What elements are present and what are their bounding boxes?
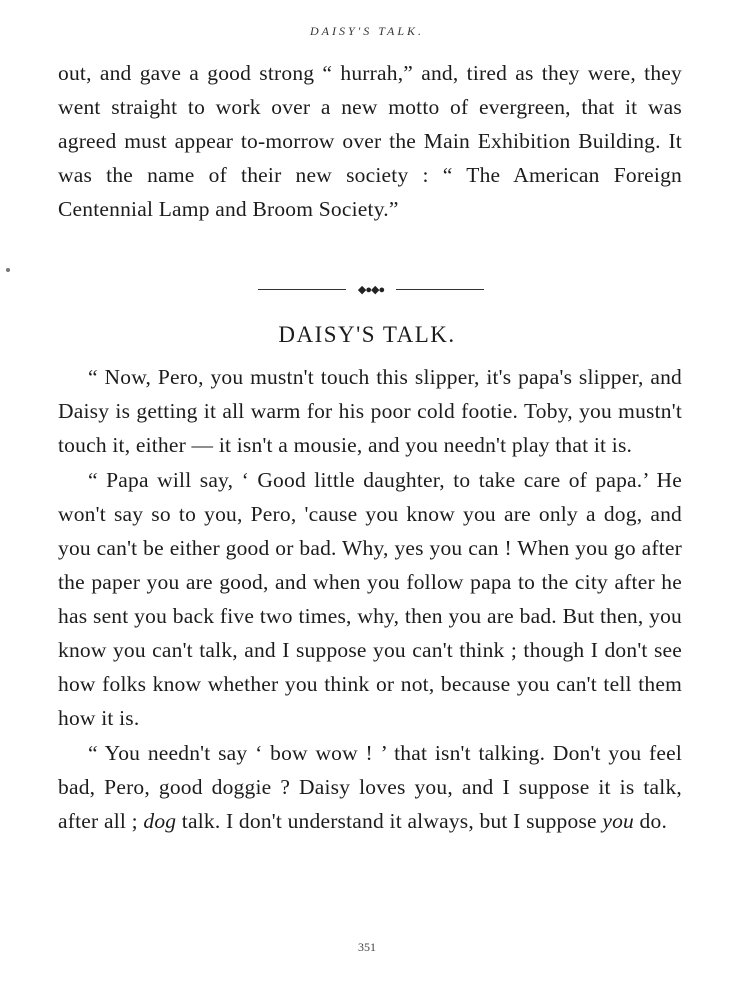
story-paragraph (58, 736, 682, 838)
paragraph-text: “ Papa will say, ‘ Good little daughter, to take care of papa.’ He won't say so to you, Pero, 'cause you know you are only a dog, and you can't be either good or bad. Why, yes you can ! When you go after the paper you are good, and when you follow papa to the city after he has sent you back five two times, why, then you are bad. But then, you know you can't talk, and I suppose you can't think ; though I don't see how folks know whether you think or not, because you can't tell them how it is. (58, 468, 682, 730)
emphasized-word: dog (143, 809, 177, 833)
ink-speck (6, 268, 10, 272)
paragraph-text: do. (633, 809, 668, 833)
emphasized-word: you (602, 809, 634, 833)
paragraph-text: out, and gave a good strong “ hurrah,” and, tired as they were, they went straight to work over a new motto of evergreen, that it was agreed must appear to-morrow over the Main Exhibition Building. It was the name of their new society : “ The American Foreign Centennial Lamp and Broom Society.” (58, 61, 682, 221)
paragraph-text: talk. I don't understand it always, but I suppose (176, 809, 603, 833)
running-head: DAISY'S TALK. (309, 24, 425, 38)
story-paragraph (58, 360, 682, 462)
divider-rule-right (396, 289, 484, 290)
divider-ornament: ◆●◆● (357, 284, 385, 296)
section-divider (258, 282, 484, 298)
section-title: DAISY'S TALK. (278, 322, 456, 347)
paragraph-text: “ You needn't say ‘ bow wow ! ’ that isn't talking. Don't you feel bad, Pero, good doggie ? Daisy loves you, and I suppose it is talk, after all ; (58, 741, 682, 833)
page-number: 351 (358, 940, 376, 954)
story-body (58, 360, 682, 839)
divider-rule-left (258, 289, 346, 290)
paragraph-text: “ Now, Pero, you mustn't touch this slipper, it's papa's slipper, and Daisy is getting it all warm for his poor cold footie. Toby, you mustn't touch it, either — it isn't a mousie, and you needn't play that it is. (58, 365, 682, 457)
continued-paragraph (58, 56, 682, 226)
story-paragraph (58, 463, 682, 735)
